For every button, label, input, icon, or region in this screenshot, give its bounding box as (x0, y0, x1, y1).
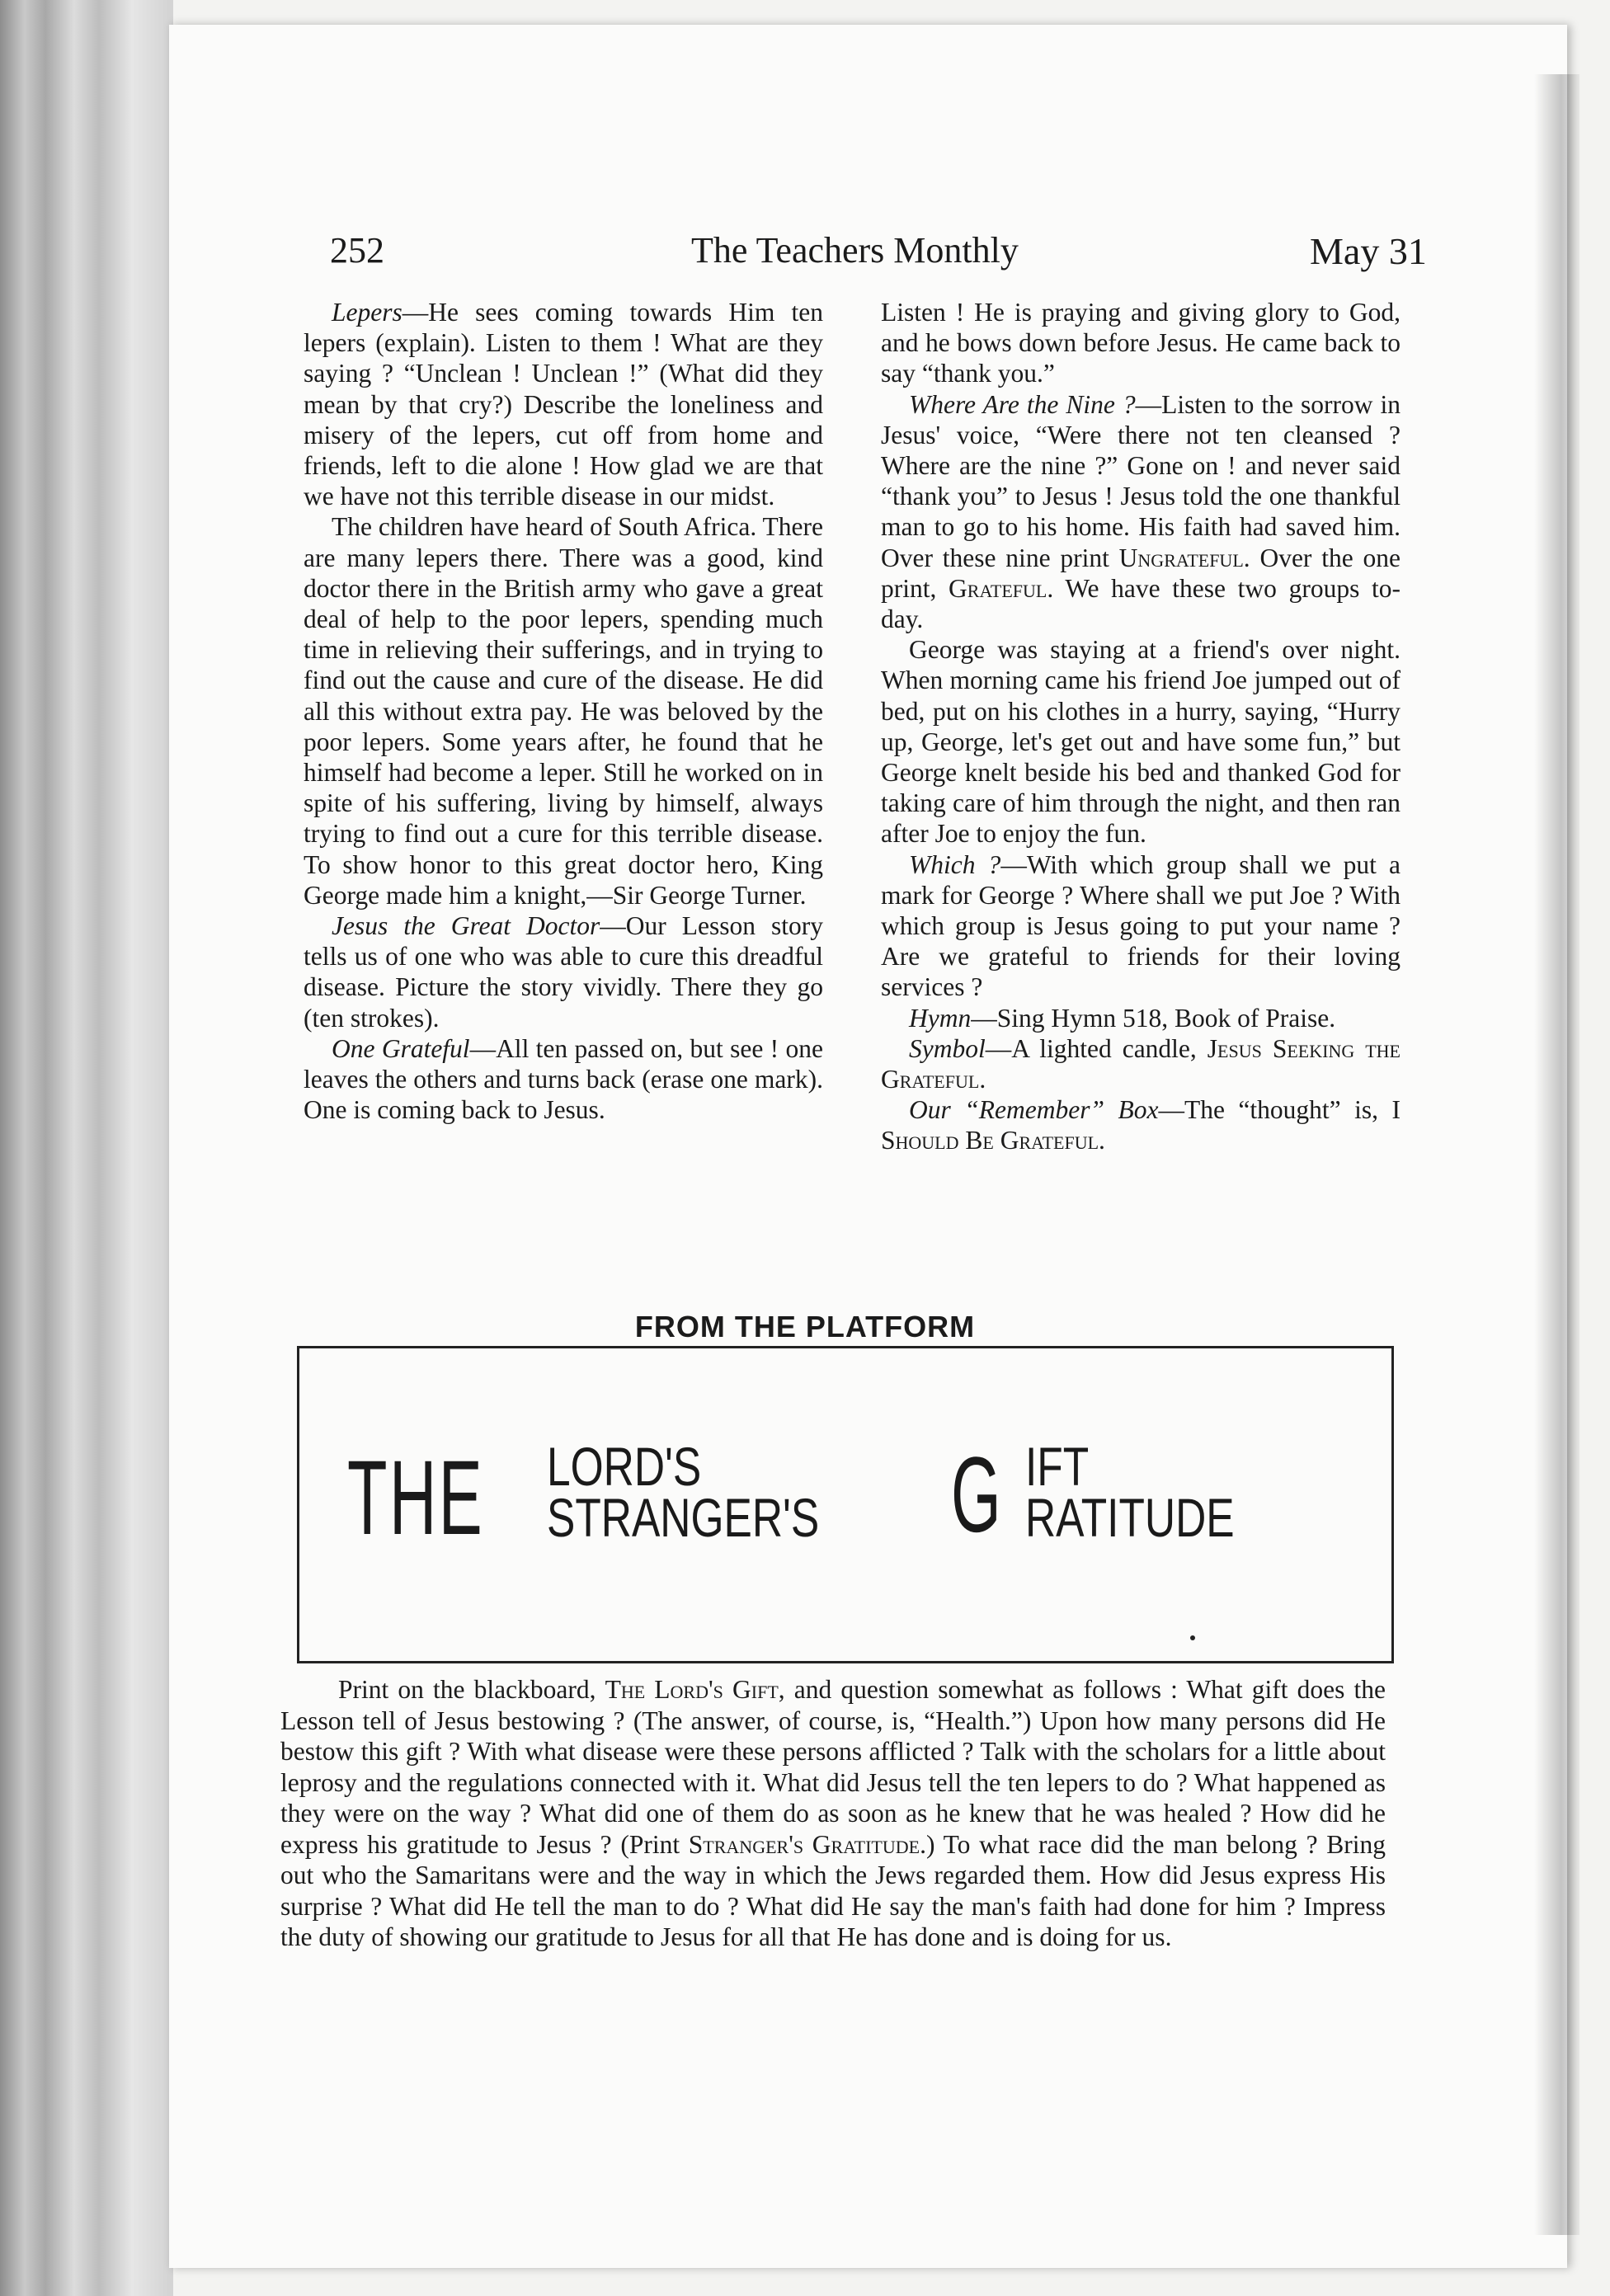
symbol-text: —A lighted candle, (985, 1033, 1208, 1063)
blackboard-diagram (297, 1346, 1394, 1663)
spine-shadow (1534, 74, 1579, 2235)
lepers-text: —He sees coming towards Him ten lepers (explain). Listen to them ! What are they saying ? “Unclean ! Unclean !” (What did they mean by that cry?) Describe the loneliness and misery of the lepers, cut off from home and friends, left to die alone ! How glad we are that we have not this terrible disease in our midst. (304, 298, 823, 511)
grateful-word: Grateful (949, 573, 1047, 603)
where-nine-text-a: —Listen to the sorrow in Jesus' voice, “Were there not ten cleansed ? Where are the nine ?” Gone on ! and never said “thank you” to Jesus ! Jesus told the one thankful man to go to his home. His faith had saved him. Over these nine print (881, 389, 1401, 572)
board-the: THE (347, 1439, 485, 1557)
issue-date: May 31 (1310, 230, 1427, 272)
board-dot (1190, 1635, 1195, 1640)
remember-label: Our “Remember” Box (909, 1095, 1159, 1125)
symbol-caps: Jesus Seeking the Grateful (881, 1033, 1401, 1094)
closing-paragraph (280, 1674, 1386, 1953)
remember-caps: I Should Be Grateful (881, 1095, 1401, 1155)
left-column (304, 297, 823, 1125)
symbol-paragraph (881, 1033, 1401, 1094)
great-doctor-text: —Our Lesson story tells us of one who was able to cure this dreadful disease. Picture the story vividly. There they go (ten strokes). (304, 911, 823, 1033)
board-g: G (951, 1434, 1001, 1555)
strangers-gratitude-caps: Stranger's Gratitude (688, 1829, 920, 1859)
board-gift: IFT (1025, 1436, 1090, 1497)
one-grateful-text: —All ten passed on, but see ! one leaves the others and turns back (erase one mark). One is coming back to Jesus. (304, 1033, 823, 1125)
board-gratitude: RATITUDE (1025, 1487, 1235, 1548)
great-doctor-paragraph (304, 910, 823, 1033)
where-nine-label: Where Are the Nine ? (909, 389, 1136, 419)
where-nine-text-c: . We have these two groups to-day. (881, 573, 1401, 634)
lords-gift-caps: The Lord's Gift (605, 1675, 779, 1704)
one-grateful-paragraph (304, 1033, 823, 1126)
page-number: 252 (330, 230, 384, 271)
closing-t3: .) To what race did the man belong ? Bring out who the Samaritans were and the way in which the Jews regarded them. How did Jesus express His surprise ? What did He tell the man to do ? What did He say the man's faith had done for him ? Impress the duty of showing our gratitude to Jesus for all that He has done and is doing for us. (280, 1829, 1386, 1951)
remember-paragraph (881, 1094, 1401, 1155)
which-text: —With which group shall we put a mark for George ? Where shall we put Joe ? With which group is Jesus going to put your name ? Are we grateful to friends for their loving services ? (881, 849, 1401, 1002)
great-doctor-label: Jesus the Great Doctor (332, 911, 600, 941)
right-column (881, 297, 1401, 1156)
journal-title: The Teachers Monthly (691, 230, 1019, 271)
board-strangers: STRANGER'S (547, 1487, 820, 1548)
ungrateful-word: Ungrateful (1118, 543, 1244, 572)
one-grateful-label: One Grateful (332, 1033, 470, 1063)
closing-t1: Print on the blackboard, (338, 1675, 605, 1704)
hymn-paragraph (881, 1003, 1401, 1033)
section-heading: FROM THE PLATFORM (634, 1310, 976, 1343)
continuation-paragraph: Listen ! He is praying and giving glory to God, and he bows down before Jesus. He came back to say “thank you.” (881, 298, 1401, 388)
which-paragraph (881, 849, 1401, 1003)
which-label: Which ? (909, 849, 1001, 879)
remember-text: —The “thought” is, (1158, 1095, 1392, 1125)
symbol-label: Symbol (909, 1033, 986, 1063)
lepers-paragraph (304, 297, 823, 511)
where-nine-paragraph (881, 389, 1401, 635)
board-lords: LORD'S (547, 1436, 702, 1497)
where-nine-text-b: . Over the one print, (881, 543, 1401, 603)
symbol-end: . (979, 1065, 986, 1094)
hymn-text: —Sing Hymn 518, Book of Praise. (971, 1003, 1336, 1033)
closing-text (280, 1674, 1386, 1953)
book-page-edges (0, 0, 173, 2296)
closing-t2: , and question somewhat as follows : What gift does the Lesson tell of Jesus bestowing ? (The answer, of course, is, “Health.”) Upon how many persons did He bestow this gift ? With what disease were these persons afflicted ? Talk with the scholars for a little about leprosy and the regulations connected with it. What did Jesus tell the ten lepers to do ? What happened as they were on the way ? What did one of them do as soon as he knew that he was healed ? How did he express his gratitude to Jesus ? (Print (280, 1675, 1386, 1859)
hymn-label: Hymn (909, 1003, 972, 1033)
south-africa-paragraph: The children have heard of South Africa. There are many lepers there. There was a good, kind doctor there in the British army who gave a great deal of help to the poor lepers, spending much time in relieving their sufferings, and in trying to find out the cause and cure of the disease. He did all this without extra pay. He was beloved by the poor lepers. Some years after, he found that he himself had become a leper. Still he worked on in spite of his suffering, living by himself, always trying to find out a cure for this terrible disease. To show honor to this great doctor hero, King George made him a knight,—Sir George Turner. (304, 512, 823, 910)
george-paragraph: George was staying at a friend's over night. When morning came his friend Joe jumped out of bed, put on his clothes in a hurry, saying, “Hurry up, George, let's get out and have some fun,” but George knelt beside his bed and thanked God for taking care of him through the night, and then ran after Joe to enjoy the fun. (881, 635, 1401, 849)
lepers-label: Lepers (332, 298, 402, 327)
remember-end: . (1099, 1126, 1105, 1155)
